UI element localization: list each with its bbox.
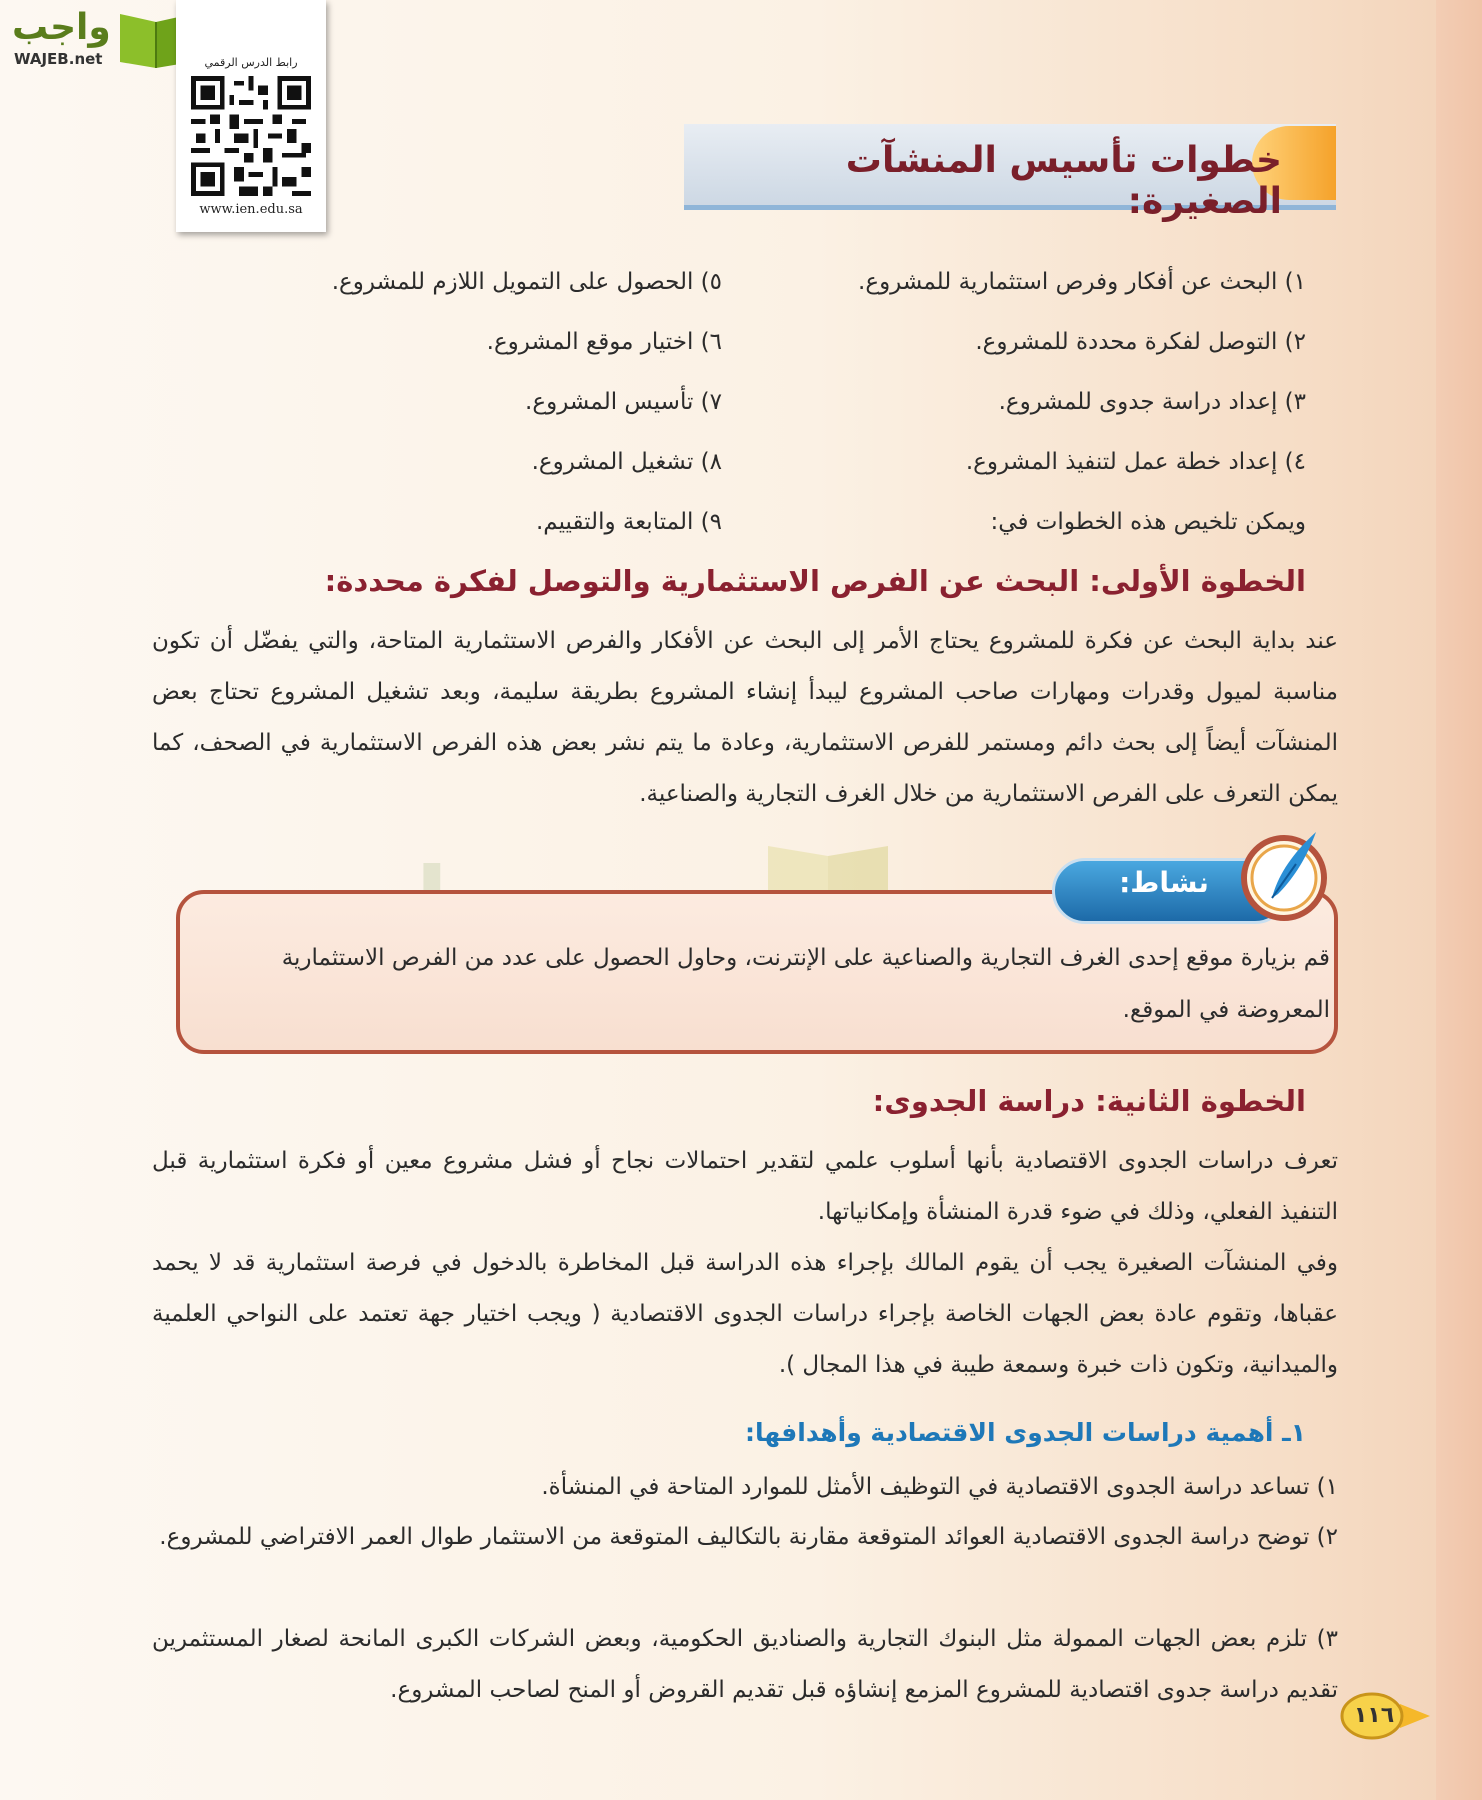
step2-heading: الخطوة الثانية: دراسة الجدوى: bbox=[872, 1084, 1306, 1118]
list-item: ٢) التوصل لفكرة محددة للمشروع. bbox=[975, 329, 1306, 355]
importance-item-2: ٢) توضح دراسة الجدوى الاقتصادية العوائد المتوقعة مقارنة بالتكاليف المتوقعة من الاستثمار طوال العمر الافتراضي للمشروع. bbox=[159, 1524, 1338, 1550]
list-item: ٥) الحصول على التمويل اللازم للمشروع. bbox=[331, 269, 722, 295]
site-logo[interactable] bbox=[8, 6, 188, 66]
logo-text: واجب bbox=[12, 7, 111, 48]
list-item: ٣) إعداد دراسة جدوى للمشروع. bbox=[998, 389, 1306, 415]
activity-label: نشاط: bbox=[1119, 866, 1209, 899]
list-item: ٦) اختيار موقع المشروع. bbox=[486, 329, 722, 355]
logo-subtitle: WAJEB.net bbox=[14, 50, 103, 68]
step2-paragraph-2: وفي المنشآت الصغيرة يجب أن يقوم المالك بإجراء هذه الدراسة قبل المخاطرة بالدخول في فرصة استثمارية قد لا يحمد عقباها، وتقوم عادة بعض الجهات الخاصة بإجراء دراسات الجدوى الاقتصادية ( ويجب اختيار جهة تعتمد على النواحي العلمية والميدانية، وتكون ذات خبرة وسمعة طيبة في هذا المجال ). bbox=[152, 1250, 1338, 1378]
page-title: خطوات تأسيس المنشآت الصغيرة: bbox=[845, 140, 1282, 222]
importance-item-1: ١) تساعد دراسة الجدوى الاقتصادية في التوظيف الأمثل للموارد المتاحة في المنشأة. bbox=[541, 1474, 1338, 1500]
list-item: ٩) المتابعة والتقييم. bbox=[535, 509, 722, 535]
step1-paragraph: عند بداية البحث عن فكرة للمشروع يحتاج الأمر إلى البحث عن الأفكار والفرص الاستثمارية المتاحة، والتي يفضّل أن تكون مناسبة لميول وقدرات ومهارات صاحب المشروع ليبدأ إنشاء المشروع بطريقة سليمة، وبعد تشغيل المشروع تحتاج بعض المنشآت أيضاً إلى بحث دائم ومستمر للفرص الاستثمارية، وعادة ما يتم نشر بعض هذه الفرص الاستثمارية في الصحف، كما يمكن التعرف على الفرص الاستثمارية من خلال الغرف التجارية والصناعية. bbox=[152, 628, 1338, 807]
step1-heading: الخطوة الأولى: البحث عن الفرص الاستثمارية والتوصل لفكرة محددة: bbox=[324, 564, 1306, 598]
importance-item-3: ٣) تلزم بعض الجهات الممولة مثل البنوك التجارية والصناديق الحكومية، وبعض الشركات الكبرى المانحة لصغار المستثمرين تقديم دراسة جدوى اقتصادية للمشروع المزمع إنشاؤه قبل تقديم القروض أو المنح لصاحب المشروع. bbox=[152, 1626, 1338, 1703]
step2-paragraph-1: تعرف دراسات الجدوى الاقتصادية بأنها أسلوب علمي لتقدير احتمالات نجاح أو فشل مشروع معين أو فكرة استثمارية قبل التنفيذ الفعلي، وذلك في ضوء قدرة المنشأة وإمكانياتها. bbox=[152, 1148, 1338, 1225]
page-edge-stripe bbox=[1436, 0, 1482, 1800]
list-item: ٨) تشغيل المشروع. bbox=[531, 449, 722, 475]
list-item: ويمكن تلخيص هذه الخطوات في: bbox=[990, 509, 1306, 535]
activity-text: قم بزيارة موقع إحدى الغرف التجارية والصناعية على الإنترنت، وحاول الحصول على عدد من الفرص الاستثمارية المعروضة في الموقع. bbox=[281, 945, 1330, 1023]
list-item: ٧) تأسيس المشروع. bbox=[525, 389, 722, 415]
steps-list-right bbox=[746, 252, 1306, 552]
quill-icon bbox=[1234, 824, 1334, 924]
page-number: ١١٦ bbox=[1353, 1703, 1395, 1728]
qr-code-icon[interactable] bbox=[191, 76, 311, 196]
qr-url[interactable]: www.ien.edu.sa bbox=[199, 202, 303, 217]
importance-heading: ١ـ أهمية دراسات الجدوى الاقتصادية وأهدافها: bbox=[745, 1418, 1306, 1447]
list-item: ١) البحث عن أفكار وفرص استثمارية للمشروع. bbox=[858, 269, 1306, 295]
list-item: ٤) إعداد خطة عمل لتنفيذ المشروع. bbox=[965, 449, 1306, 475]
qr-card[interactable] bbox=[176, 0, 326, 232]
steps-list-left bbox=[202, 252, 722, 552]
qr-label: رابط الدرس الرقمي bbox=[204, 56, 298, 69]
